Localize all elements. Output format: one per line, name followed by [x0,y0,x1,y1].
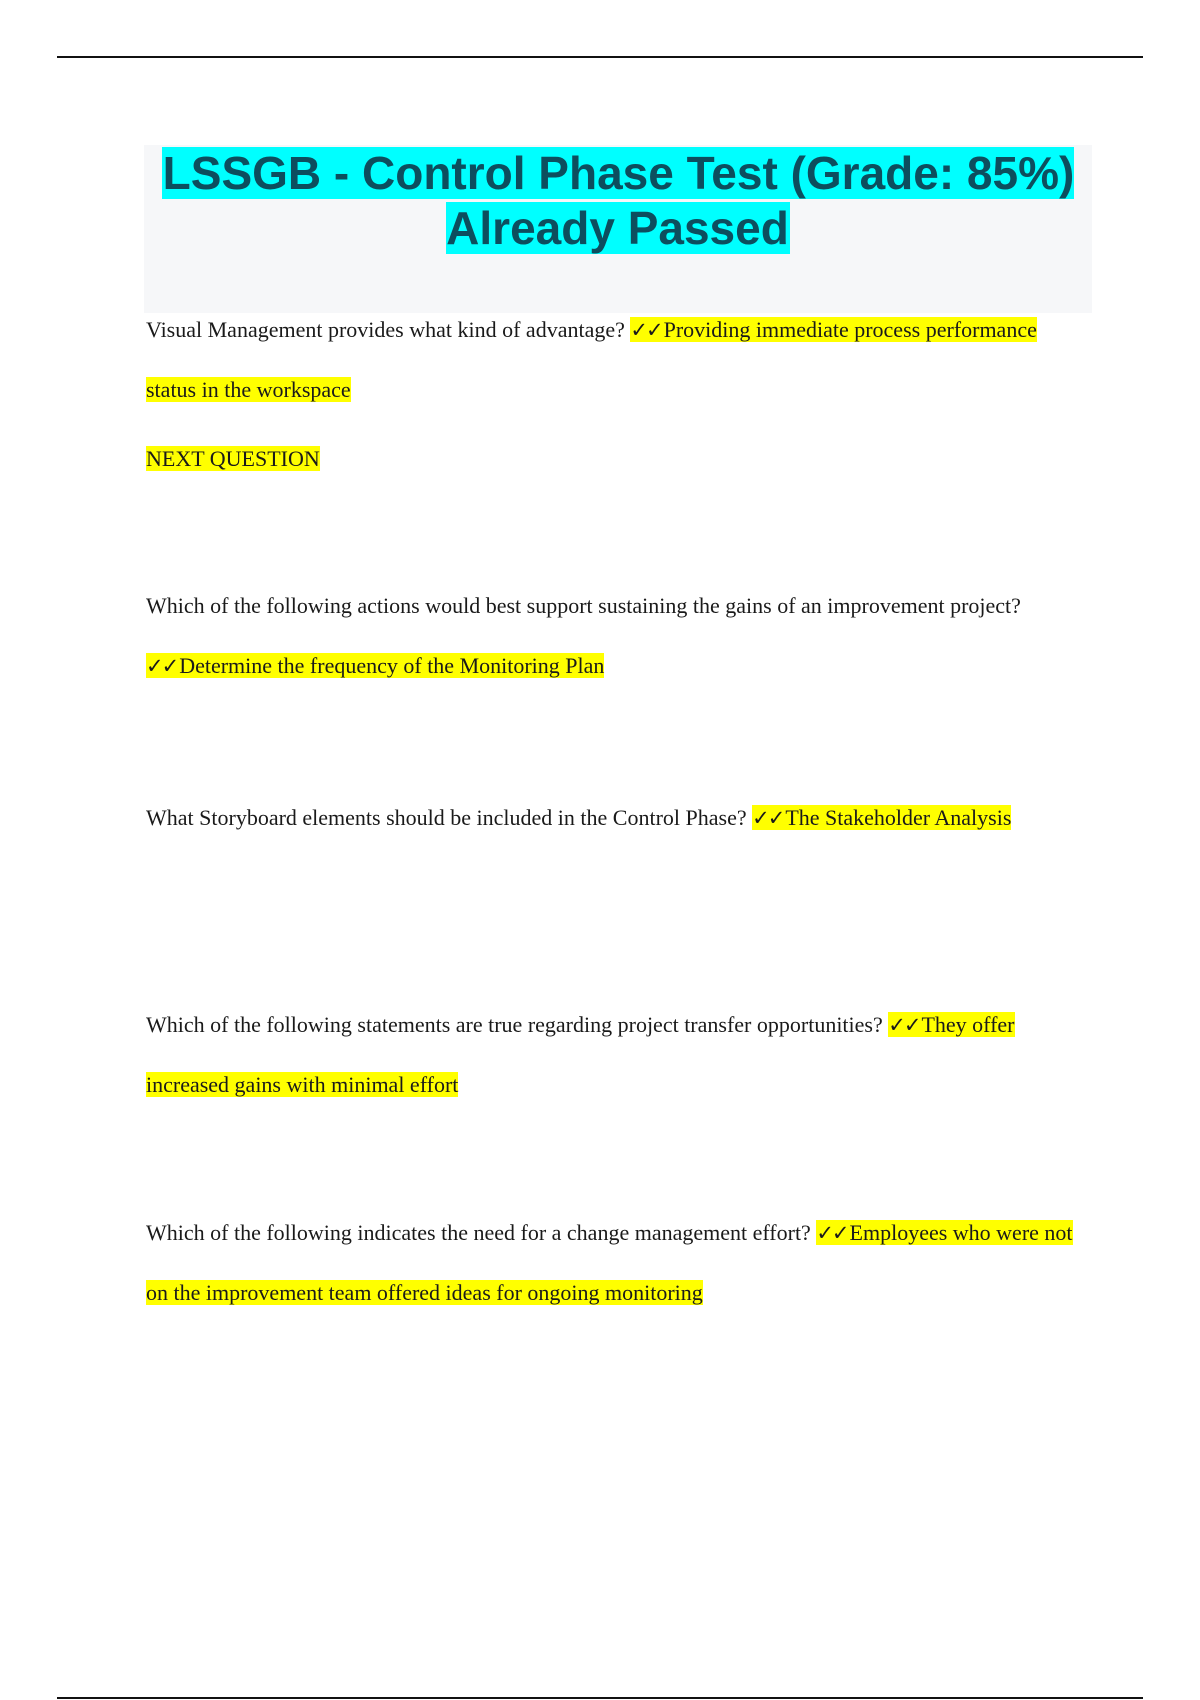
answer-text: Determine the frequency of the Monitoring Plan [179,653,605,678]
question-item-2 [146,576,1086,696]
question-text: Which of the following statements are true regarding project transfer opportunities? [146,1012,883,1037]
question-item-5 [146,1203,1086,1323]
question-item-1 [146,300,1086,420]
title-box [144,145,1092,313]
question-text: Visual Management provides what kind of advantage? [146,317,625,342]
answer-highlight [752,805,1011,830]
bottom-rule [57,1697,1143,1699]
question-text: Which of the following actions would best support sustaining the gains of an improvement project? [146,593,1021,618]
question-item-3 [146,788,1086,848]
top-rule [57,56,1143,58]
double-check-icon: ✓✓ [752,806,784,830]
double-check-icon: ✓✓ [146,654,178,678]
question-item-4 [146,995,1086,1115]
question-text: What Storyboard elements should be included in the Control Phase? [146,805,747,830]
next-question-text: NEXT QUESTION [146,446,320,471]
answer-highlight [146,653,604,678]
double-check-icon: ✓✓ [816,1221,848,1245]
answer-text: They offer increased gains with minimal effort [146,1012,1015,1097]
document-title [144,145,1092,256]
answer-text: The Stakeholder Analysis [785,805,1012,830]
next-question-label [146,444,320,474]
answer-text: Employees who were not on the improvement team offered ideas for ongoing monitoring [146,1220,1073,1305]
answer-text: Providing immediate process performance status in the workspace [146,317,1037,402]
double-check-icon: ✓✓ [888,1013,920,1037]
double-check-icon: ✓✓ [630,318,662,342]
document-title-text: LSSGB - Control Phase Test (Grade: 85%) Already Passed [162,147,1075,254]
question-text: Which of the following indicates the need for a change management effort? [146,1220,811,1245]
